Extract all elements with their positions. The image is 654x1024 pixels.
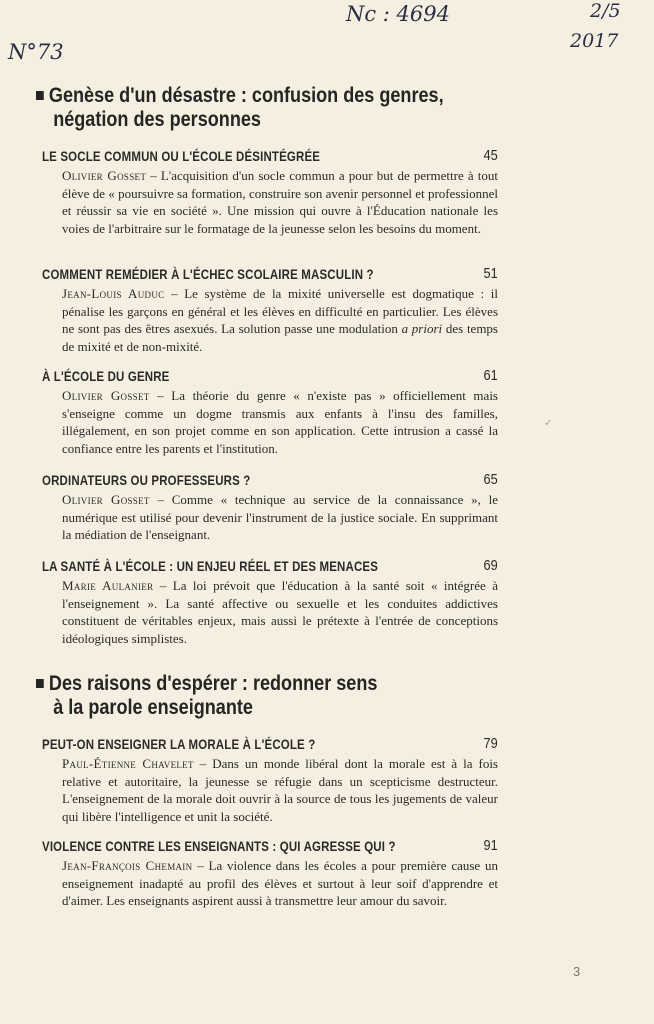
section-title-raisons-esperer: Des raisons d'espérer : redonner sens à la parole enseignante xyxy=(36,672,377,720)
entry-author: Jean-Louis Auduc xyxy=(62,286,165,301)
entry-author: Marie Aulanier xyxy=(62,578,154,593)
entry-page: 91 xyxy=(483,837,498,854)
entry-author: Olivier Gosset xyxy=(62,492,150,507)
entry-author: Jean-François Chemain xyxy=(62,858,193,873)
toc-entry-ordinateurs[interactable] xyxy=(42,470,498,544)
entry-summary: Olivier Gosset – Comme « technique au service de la connaissance », le numérique est utilisé pour devenir l'instrument de la justice sociale. En supprimant la médiation de l'enseignant. xyxy=(62,492,498,543)
section-title-genese: Genèse d'un désastre : confusion des genres, négation des personnes xyxy=(36,84,444,132)
entry-page: 65 xyxy=(483,471,498,488)
entry-title: PEUT-ON ENSEIGNER LA MORALE À L'ÉCOLE ? xyxy=(42,736,316,752)
handwritten-year: 2017 xyxy=(570,30,619,52)
handwritten-number: N°73 xyxy=(8,40,64,64)
entry-author: Olivier Gosset xyxy=(62,168,147,183)
entry-page: 69 xyxy=(483,557,498,574)
handwritten-nc-code: Nc : 4694 xyxy=(346,2,451,26)
section-bullet-icon xyxy=(36,679,44,688)
toc-entry-violence[interactable] xyxy=(42,836,498,910)
entry-page: 79 xyxy=(483,735,498,752)
toc-entry-sante-ecole[interactable] xyxy=(42,556,498,647)
entry-summary: Olivier Gosset – L'acquisition d'un socle commun a pour but de permettre à tout élève de « poursuivre sa formation, construire son avenir personnel et professionnel et réussir sa vie en société ». Une mission qui ouvre à l'Éducation nationale les voies de l'arbitraire sur le formatage de la jeunesse selon les besoins du moment. xyxy=(62,168,498,236)
entry-summary: Jean-François Chemain – La violence dans les écoles a pour première cause un enseignement inadapté au profil des élèves et surtout à leur soif d'apprendre et d'aimer. Les enseignants aspirent aussi à transmettre leur amour du savoir. xyxy=(62,858,498,909)
entry-page: 61 xyxy=(483,367,498,384)
entry-title: LA SANTÉ À L'ÉCOLE : UN ENJEU RÉEL ET DES MENACES xyxy=(42,558,379,574)
entry-title: VIOLENCE CONTRE LES ENSEIGNANTS : QUI AGRESSE QUI ? xyxy=(42,838,396,854)
entry-summary: Marie Aulanier – La loi prévoit que l'éducation à la santé soit « intégrée à l'enseignement ». La santé affective ou sexuelle et les conduites addictives constituent de véritables enjeux, mais aussi le prétexte à l'entrée de conceptions idéologiques simplistes. xyxy=(62,578,499,646)
entry-title: COMMENT REMÉDIER À L'ÉCHEC SCOLAIRE MASCULIN ? xyxy=(42,266,374,282)
section-bullet-icon xyxy=(36,91,44,100)
toc-entry-echec-scolaire[interactable] xyxy=(42,264,498,355)
toc-entry-ecole-du-genre[interactable] xyxy=(42,366,498,457)
entry-author: Paul-Étienne Chavelet xyxy=(62,756,194,771)
entry-title: ORDINATEURS OU PROFESSEURS ? xyxy=(42,472,251,488)
margin-mark: ✓ xyxy=(544,418,553,429)
entry-summary: Jean-Louis Auduc – Le système de la mixité universelle est dogmatique : il pénalise les garçons en général et les élèves en difficulté en particulier. Les élèves ne sont pas des êtres asexués. La solution passe une modulation a priori des temps de mixité et de non-mixité. xyxy=(62,286,498,354)
page-number: 3 xyxy=(573,964,581,979)
entry-page: 51 xyxy=(483,265,498,282)
entry-summary: Paul-Étienne Chavelet – Dans un monde libéral dont la morale est à la fois relative et autoritaire, la jeunesse se réfugie dans un scepticisme destructeur. L'enseignement de la morale doit ouvrir à la source de tous les jugements de valeur qui libère l'intelligence et unit la société. xyxy=(62,756,498,824)
entry-summary: Olivier Gosset – La théorie du genre « n'existe pas » officiellement mais s'enseigne comme un dogme transmis aux enfants à l'insu des familles, illégalement, en son projet comme en son application. Cette intrusion a cassé la confiance entre les parents et l'institution. xyxy=(62,388,498,456)
entry-title: LE SOCLE COMMUN OU L'ÉCOLE DÉSINTÉGRÉE xyxy=(42,148,321,164)
entry-page: 45 xyxy=(483,147,498,164)
entry-title: À L'ÉCOLE DU GENRE xyxy=(42,368,170,384)
toc-entry-socle-commun[interactable] xyxy=(42,146,498,237)
entry-author: Olivier Gosset xyxy=(62,388,150,403)
handwritten-fraction: 2/5 xyxy=(590,0,621,22)
toc-entry-morale[interactable] xyxy=(42,734,498,825)
